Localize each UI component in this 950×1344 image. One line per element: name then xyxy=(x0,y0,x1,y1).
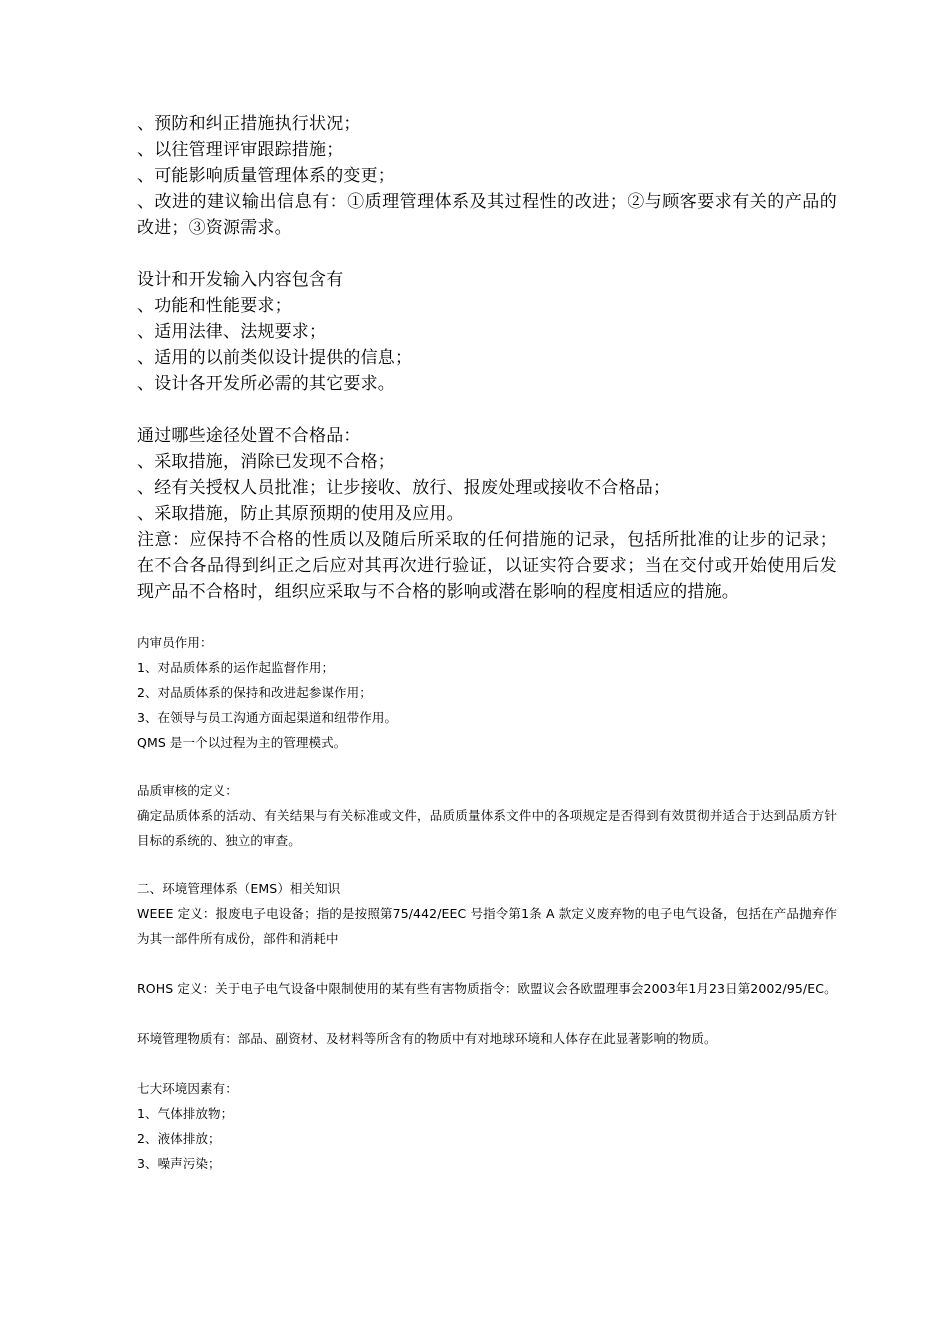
auditor-item: 1、对品质体系的运作起监督作用； xyxy=(137,660,335,675)
design-item: 、适用法律、法规要求； xyxy=(137,322,327,342)
design-item: 、适用的以前类似设计提供的信息； xyxy=(137,348,413,368)
qms-statement: QMS 是一个以过程为主的管理模式。 xyxy=(137,735,347,750)
document-body xyxy=(137,111,837,1176)
nonconforming-item: 、经有关授权人员批准；让步接收、放行、报废处理或接收不合格品； xyxy=(137,478,671,498)
audit-definition-heading: 品质审核的定义： xyxy=(137,783,238,798)
factor-item: 3、噪声污染； xyxy=(137,1156,221,1171)
factor-item: 2、液体排放； xyxy=(137,1131,221,1146)
ems-section xyxy=(137,876,837,1051)
environmental-material-definition: 环境管理物质有：部品、副资材、及材料等所含有的物质中有对地球环境和人体存在此显著影响的物质。 xyxy=(137,1031,717,1046)
nonconforming-note: 注意：应保持不合格的性质以及随后所采取的任何措施的记录，包括所批准的让步的记录；在不合各品得到纠正之后应对其再次进行验证，以证实符合要求；当在交付或开始使用后发现产品不合格时，组织应采取与不合格的影响或潜在影响的程度相适应的措施。 xyxy=(137,530,837,602)
spacer xyxy=(137,1001,837,1026)
spacer xyxy=(137,853,837,876)
design-item: 、设计各开发所必需的其它要求。 xyxy=(137,374,395,394)
audit-definition-section xyxy=(137,778,837,853)
spacer xyxy=(137,951,837,976)
rohs-definition: ROHS 定义：关于电子电气设备中限制使用的某有些有害物质指令：欧盟议会各欧盟理事会2003年1月23日第2002/95/EC。 xyxy=(137,981,837,996)
ems-heading: 二、环境管理体系（EMS）相关知识 xyxy=(137,881,341,896)
weee-definition: WEEE 定义：报废电子电设备；指的是按照第75/442/EEC 号指令第1条 A 款定义废弃物的电子电气设备，包括在产品抛弃作为其一部件所有成份，部件和消耗中 xyxy=(137,906,837,946)
spacer xyxy=(137,755,837,778)
nonconforming-heading: 通过哪些途径处置不合格品： xyxy=(137,426,361,446)
design-item: 、功能和性能要求； xyxy=(137,296,292,316)
auditor-item: 2、对品质体系的保持和改进起参谋作用； xyxy=(137,685,372,700)
seven-factors-heading: 七大环境因素有： xyxy=(137,1081,238,1096)
spacer xyxy=(137,397,837,423)
nonconforming-item: 、采取措施，消除已发现不合格； xyxy=(137,452,395,472)
review-improvement-paragraph: 、改进的建议输出信息有：①质理管理体系及其过程性的改进；②与顾客要求有关的产品的改进；③资源需求。 xyxy=(137,192,837,238)
review-item: 、可能影响质量管理体系的变更； xyxy=(137,166,395,186)
nonconforming-item: 、采取措施，防止其原预期的使用及应用。 xyxy=(137,504,464,524)
spacer xyxy=(137,241,837,267)
auditor-item: 3、在领导与员工沟通方面起渠道和纽带作用。 xyxy=(137,710,398,725)
audit-definition-paragraph: 确定品质体系的活动、有关结果与有关标准或文件，品质质量体系文件中的各项规定是否得到有效贯彻并适合于达到品质方针目标的系统的、独立的审查。 xyxy=(137,808,837,848)
review-section xyxy=(137,111,837,241)
nonconforming-section xyxy=(137,423,837,605)
seven-factors-section xyxy=(137,1076,837,1176)
design-heading: 设计和开发输入内容包含有 xyxy=(137,270,344,290)
auditor-heading: 内审员作用： xyxy=(137,635,213,650)
design-section xyxy=(137,267,837,397)
factor-item: 1、气体排放物； xyxy=(137,1106,234,1121)
spacer xyxy=(137,605,837,630)
spacer xyxy=(137,1051,837,1076)
review-item: 、预防和纠正措施执行状况； xyxy=(137,114,361,134)
review-item: 、以往管理评审跟踪措施； xyxy=(137,140,344,160)
auditor-section xyxy=(137,630,837,755)
